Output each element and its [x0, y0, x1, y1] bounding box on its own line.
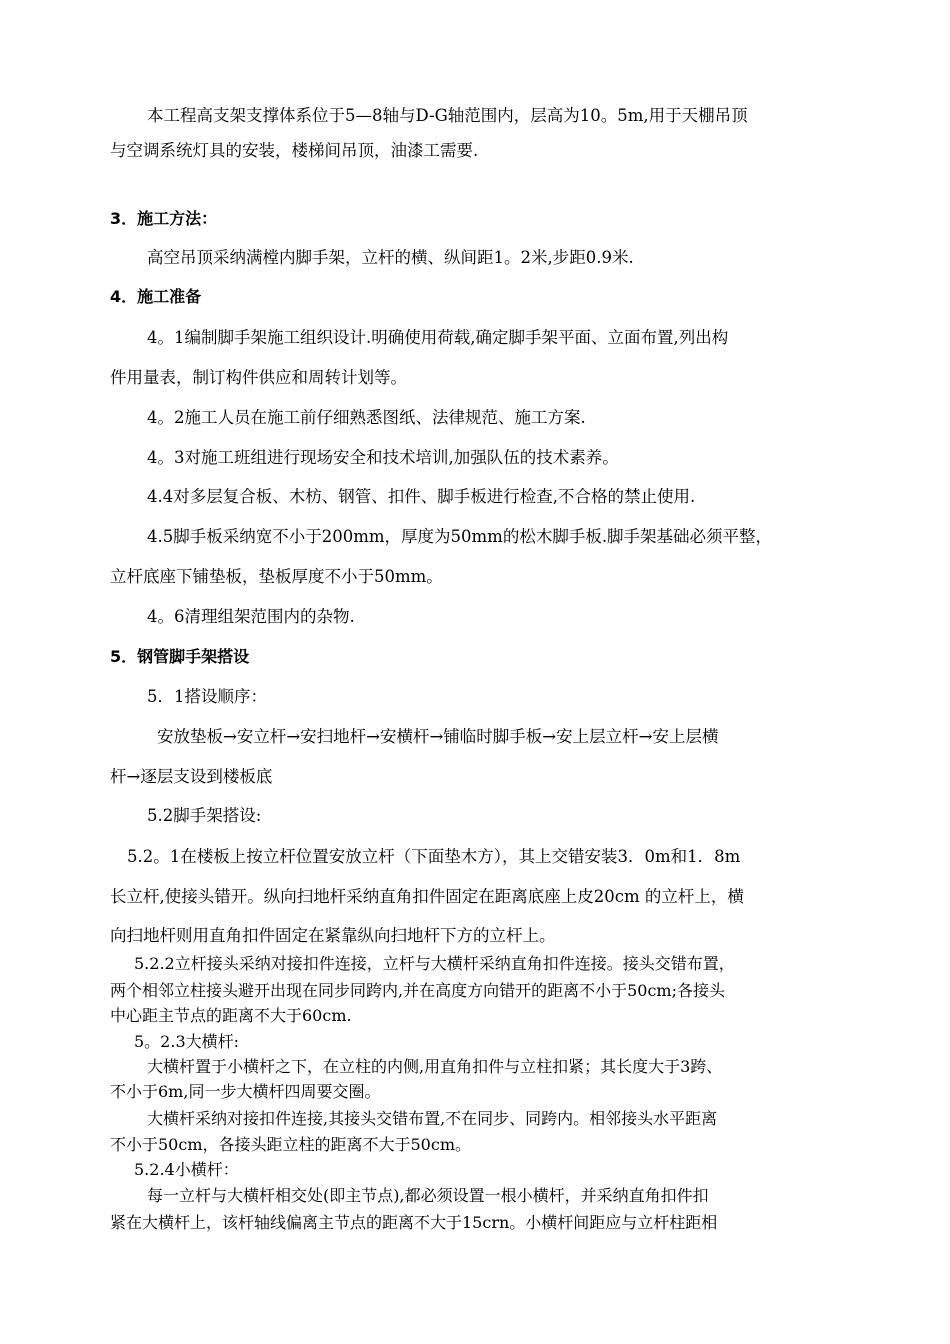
paragraph-line: 件用量表，制订构件供应和周转计划等。 — [110, 368, 407, 387]
paragraph-line: 4.5脚手板采纳宽不小于200mm，厚度为50mm的松木脚手板.脚手架基础必须平整， — [147, 527, 773, 546]
paragraph-line: 4。6清理组架范围内的杂物. — [147, 607, 355, 626]
section-heading: 5．钢管脚手架搭设 — [110, 647, 250, 666]
paragraph-line: 立杆底座下铺垫板，垫板厚度不小于50mm。 — [110, 567, 443, 586]
paragraph-line: 中心距主节点的距离不大于60cm. — [110, 1006, 352, 1025]
paragraph-line: 紧在大横杆上，该杆轴线偏离主节点的距离不大于15crn。小横杆间距应与立杆柱距相 — [110, 1213, 718, 1232]
paragraph-line: 高空吊顶采纳满樘内脚手架，立杆的横、纵间距1。2米,步距0.9米. — [147, 248, 634, 267]
paragraph-line: 5.2。1在楼板上按立杆位置安放立杆（下面垫木方），其上交错安装3．0m和1．8m — [127, 847, 741, 866]
paragraph-line: 与空调系统灯具的安装，楼梯间吊顶，油漆工需要. — [110, 141, 479, 160]
paragraph-line: 5.2.2立杆接头采纳对接扣件连接，立杆与大横杆采纳直角扣件连接。接头交错布置， — [134, 954, 735, 973]
paragraph-line: 本工程高支架支撑体系位于5—8轴与D-G轴范围内，层高为10。5m,用于天棚吊顶 — [147, 106, 748, 125]
paragraph-line: 大横杆采纳对接扣件连接,其接头交错布置,不在同步、同跨内。相邻接头水平距离 — [147, 1109, 718, 1128]
paragraph-line: 杆→逐层支设到楼板底 — [110, 767, 273, 786]
paragraph-line: 不小于50cm，各接头距立柱的距离不大于50cm。 — [110, 1135, 471, 1154]
paragraph-line: 5.2.4小横杆： — [134, 1160, 239, 1179]
paragraph-line: 安放垫板→安立杆→安扫地杆→安横杆→铺临时脚手板→安上层立杆→安上层横 — [157, 727, 719, 746]
paragraph-line: 长立杆,使接头错开。纵向扫地杆采纳直角扣件固定在距离底座上皮20cm 的立杆上，横 — [110, 887, 744, 906]
paragraph-line: 大横杆置于小横杆之下，在立柱的内侧,用直角扣件与立柱扣紧；其长度大于3跨、 — [147, 1057, 723, 1076]
paragraph-line: 5.2脚手架搭设: — [147, 806, 262, 825]
paragraph-line: 4。2施工人员在施工前仔细熟悉图纸、法律规范、施工方案. — [147, 408, 586, 427]
paragraph-line: 4.4对多层复合板、木枋、钢管、扣件、脚手板进行检查,不合格的禁止使用. — [147, 487, 696, 506]
paragraph-line: 每一立杆与大横杆相交处(即主节点),都必须设置一根小横杆，并采纳直角扣件扣 — [147, 1186, 709, 1205]
paragraph-line: 4。3对施工班组进行现场安全和技术培训,加强队伍的技术素养。 — [147, 448, 619, 467]
paragraph-line: 5。2.3大横杆: — [134, 1032, 240, 1051]
paragraph-line: 5．1搭设顺序： — [147, 687, 267, 706]
section-heading: 4．施工准备 — [110, 287, 202, 306]
paragraph-line: 向扫地杆则用直角扣件固定在紧靠纵向扫地杆下方的立杆上。 — [110, 926, 556, 945]
paragraph-line: 两个相邻立柱接头避开出现在同步同跨内,并在高度方向错开的距离不小于50cm;各接头 — [110, 981, 725, 1000]
paragraph-line: 4。1编制脚手架施工组织设计.明确使用荷载,确定脚手架平面、立面布置,列出构 — [147, 328, 729, 347]
paragraph-line: 不小于6m,同一步大横杆四周要交圈。 — [110, 1082, 381, 1101]
section-heading: 3．施工方法： — [110, 209, 218, 228]
